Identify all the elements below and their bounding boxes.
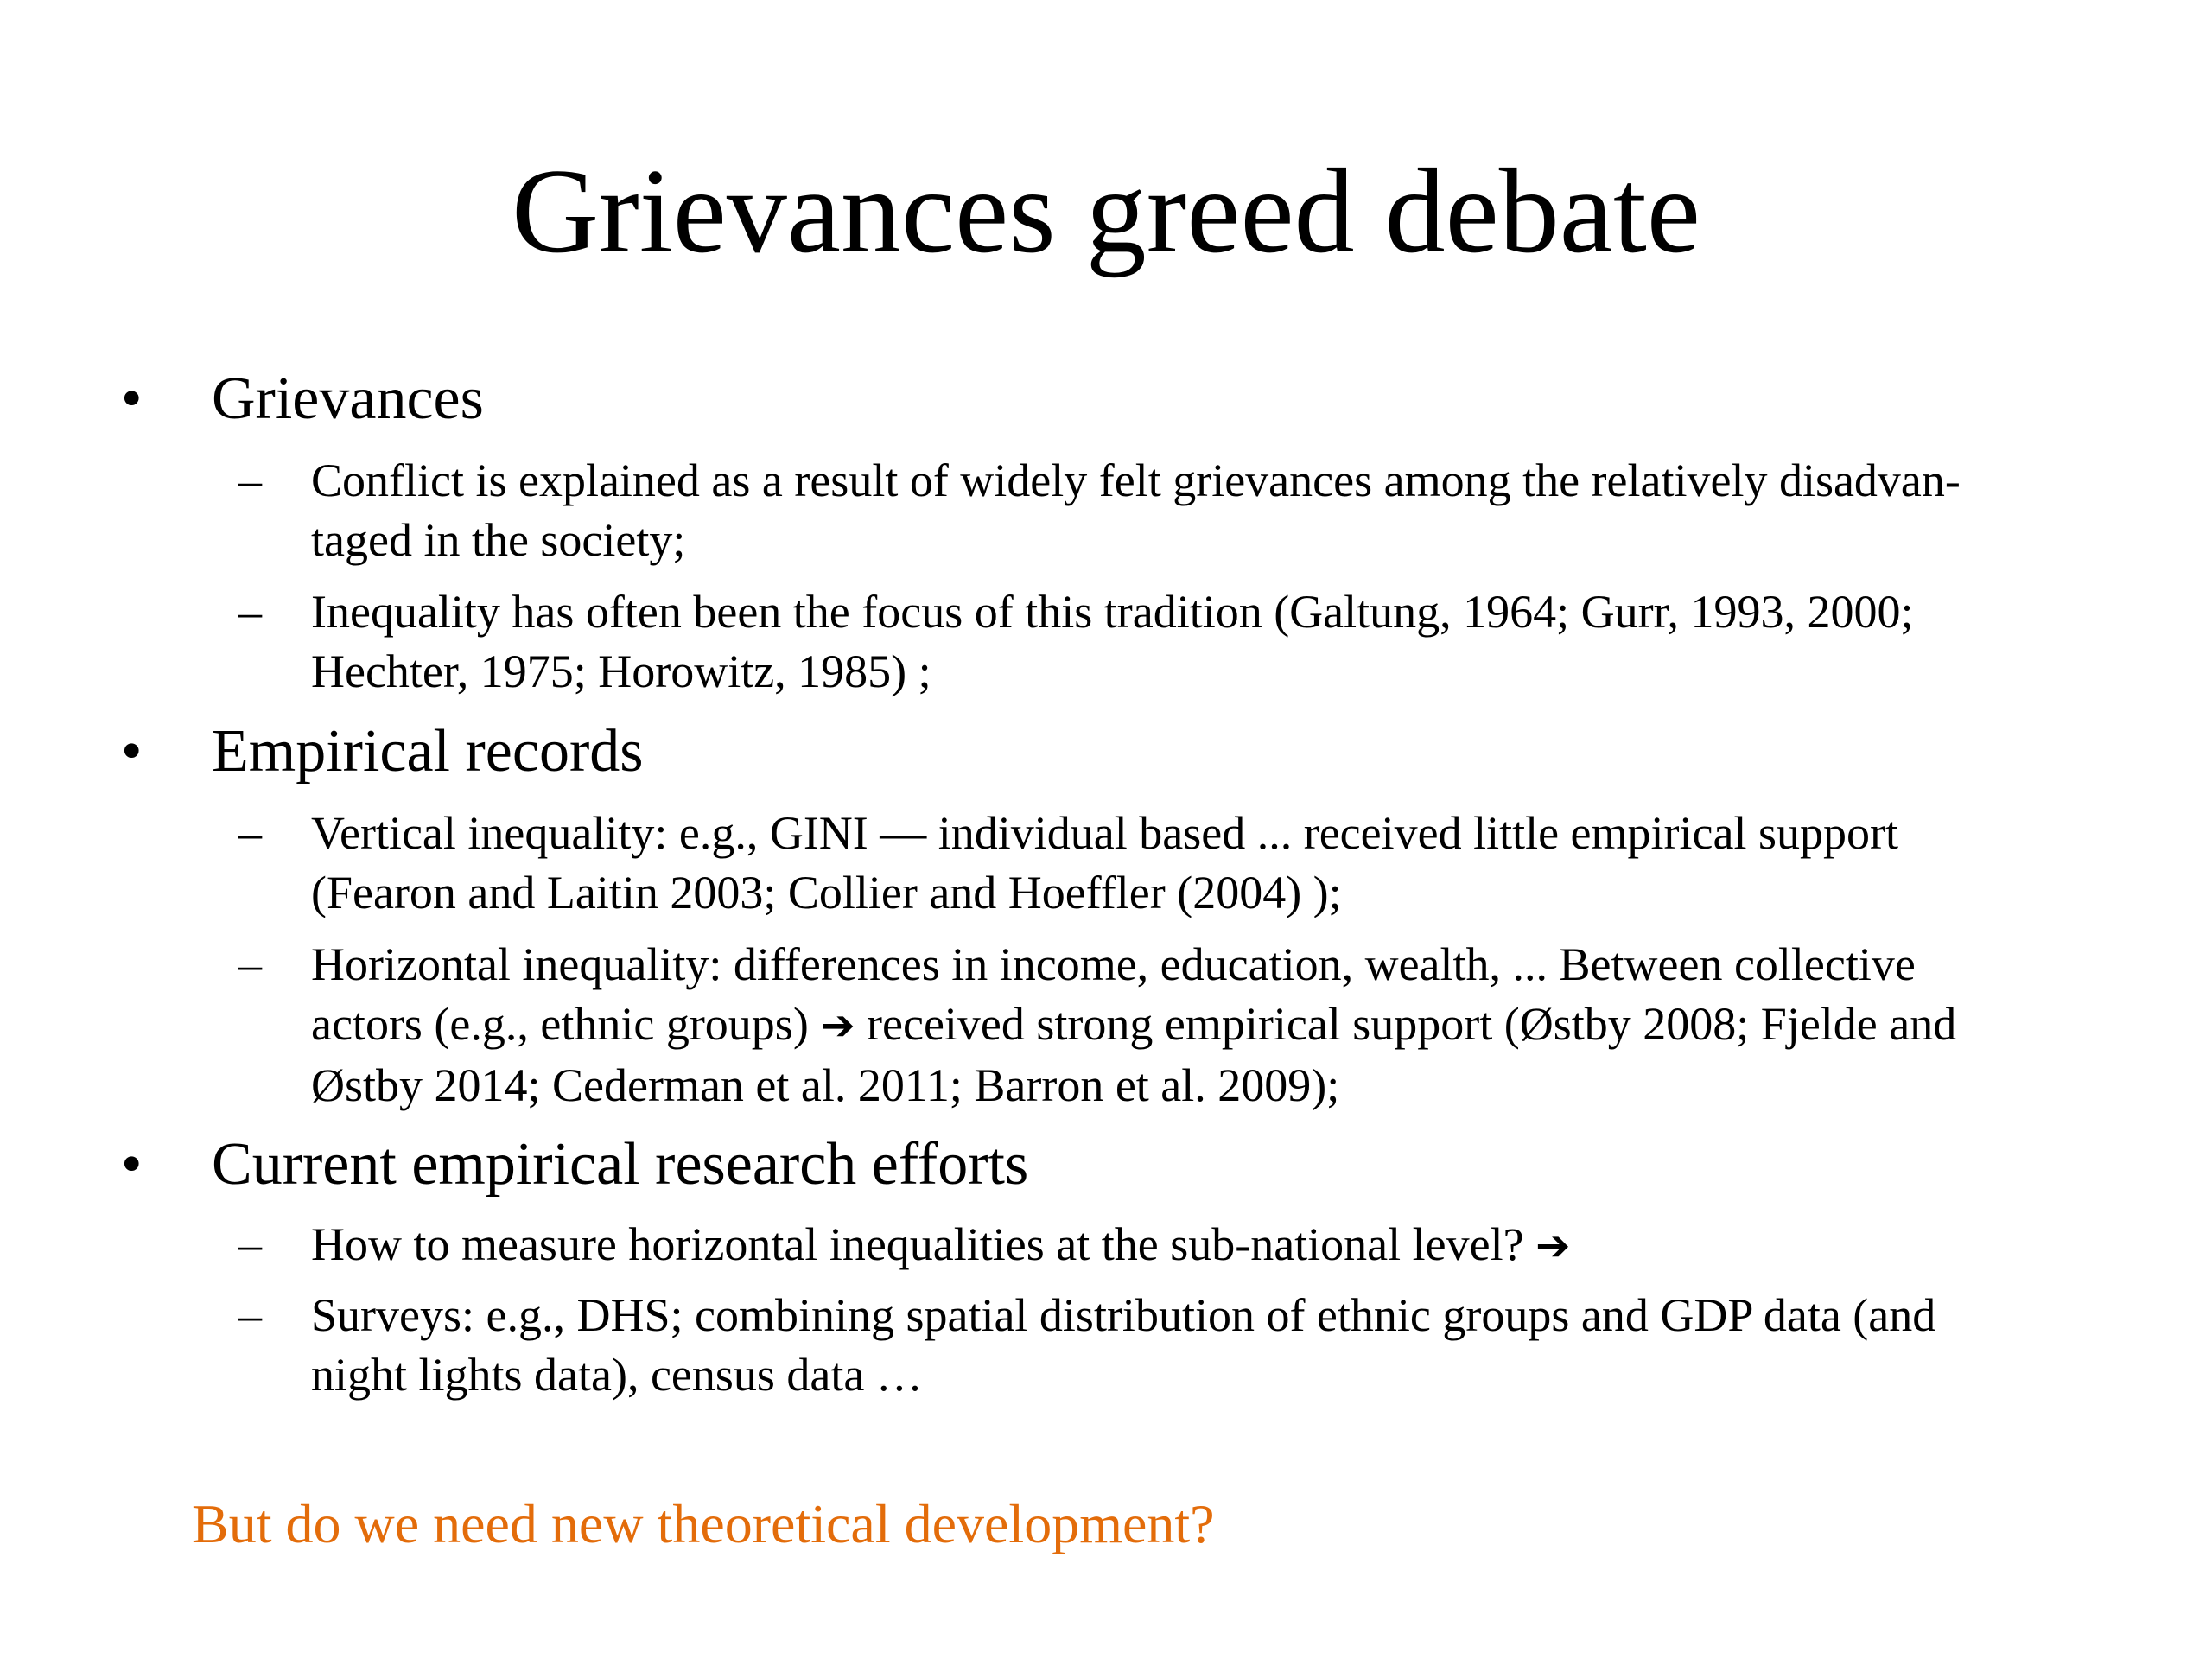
dash-icon: – <box>238 938 262 990</box>
sub-item-text <box>311 1286 2126 1405</box>
dash-icon: – <box>238 586 262 638</box>
sub-item-line: How to measure horizontal inequalities at the sub-national level? <box>311 1218 1524 1270</box>
sub-item-line: night lights data), census data … <box>311 1349 923 1401</box>
sub-item-line: (Fearon and Laitin 2003; Collier and Hoeffler (2004) ); <box>311 867 1342 918</box>
sub-item-line: Surveys: e.g., DHS; combining spatial distribution of ethnic groups and GDP data (and <box>311 1289 1936 1341</box>
bullet-heading: Grievances <box>212 365 484 432</box>
dash-icon: – <box>238 807 262 859</box>
sub-item-line: Inequality has often been the focus of this tradition (Galtung, 1964; Gurr, 1993, 2000; <box>311 586 1914 638</box>
sub-item-line: Horizontal inequality: differences in income, education, wealth, ... Between collective <box>311 938 1916 990</box>
right-arrow-icon: ➔ <box>1535 1222 1571 1270</box>
sub-item-text <box>311 582 2126 702</box>
dash-icon: – <box>238 1218 262 1270</box>
sub-item-line: Vertical inequality: e.g., GINI — individual based ... received little empirical support <box>311 807 1898 859</box>
sub-item-line: received strong empirical support (Østby 2008; Fjelde and <box>867 998 1957 1050</box>
sub-item-text <box>311 804 2126 923</box>
sub-item-text <box>311 935 2126 1116</box>
bullet-icon: • <box>121 718 143 785</box>
sub-item-line: Østby 2014; Cederman et al. 2011; Barron et al. 2009); <box>311 1059 1340 1111</box>
dash-icon: – <box>238 1289 262 1341</box>
sub-item-text <box>311 451 2126 570</box>
right-arrow-icon: ➔ <box>820 1001 855 1050</box>
dash-icon: – <box>238 454 262 506</box>
slide-title: Grievances greed debate <box>512 144 1700 278</box>
bullet-heading: Empirical records <box>212 718 644 785</box>
sub-item-line: taged in the society; <box>311 514 686 566</box>
sub-item-line: Conflict is explained as a result of widely felt grievances among the relatively disadvan- <box>311 454 1961 506</box>
sub-item-text <box>311 1215 2126 1276</box>
sub-item-line: Hechter, 1975; Horowitz, 1985) ; <box>311 645 931 697</box>
sub-item-line: actors (e.g., ethnic groups) <box>311 998 809 1050</box>
bullet-icon: • <box>121 1131 143 1198</box>
closing-question: But do we need new theoretical development? <box>192 1493 1215 1554</box>
bullet-icon: • <box>121 365 143 432</box>
bullet-heading: Current empirical research efforts <box>212 1131 1029 1198</box>
